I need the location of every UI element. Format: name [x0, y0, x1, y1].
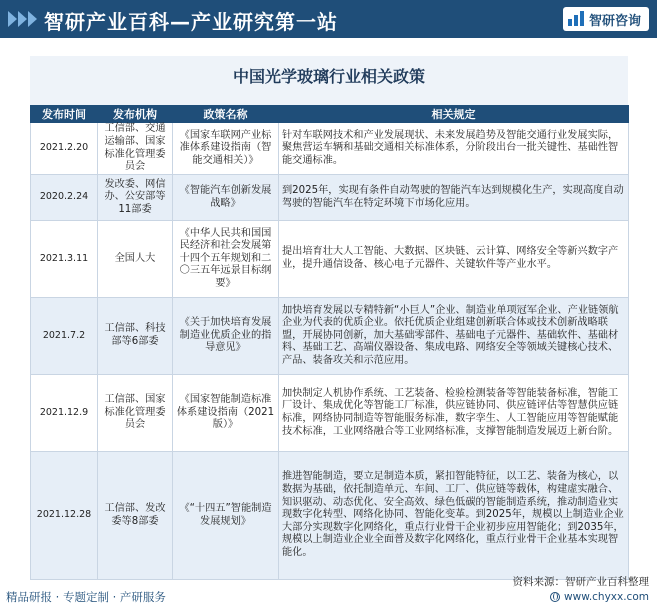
table-row [31, 375, 629, 452]
table-row [31, 123, 629, 175]
policy-panel [30, 56, 628, 579]
column-header-date: 发布时间 [31, 106, 98, 123]
brand-name: 智研咨询 [588, 13, 641, 29]
table-row [31, 221, 629, 298]
cell-rule: 针对车联网技术和产业发展现状、未来发展趋势及智能交通行业发展实际，聚焦营运车辆和基础交通相关标准体系，分阶段出台一批关键性、基础性智能交通标准。 [279, 123, 629, 175]
globe-icon [550, 592, 560, 602]
column-header-rule: 相关规定 [279, 106, 629, 123]
bar-chart-logo-icon [567, 10, 585, 28]
chevron-decor-icon [8, 11, 38, 27]
services-text: 精品研报 · 专题定制 · 产研服务 [6, 590, 166, 604]
footer-bar [0, 576, 657, 609]
cell-rule: 加快制定人机协作系统、工艺装备、检验检测装备等智能装备标准，智能工厂设计、集成优化等智能工厂标准，供应链协同、供应链评估等智慧供应链标准，网络协同制造等智能服务标准，数字孪生、人工智能应用等智能赋能技术标准，工业网络融合等工业网络标准，支撑智能制造发展迈上新台阶。 [279, 375, 629, 452]
site-url: www.chyxx.com [564, 591, 649, 603]
site-title: 智研产业百科—产业研究第一站 [44, 10, 338, 34]
brand-logo[interactable] [563, 7, 649, 31]
table-row [31, 298, 629, 375]
cell-rule: 提出培育壮大人工智能、大数据、区块链、云计算、网络安全等新兴数字产业，提升通信设备、核心电子元器件、关键软件等产业水平。 [279, 221, 629, 298]
site-link[interactable] [550, 591, 649, 603]
cell-name: 《“十四五”智能制造发展规划》 [173, 452, 279, 580]
column-header-org: 发布机构 [98, 106, 173, 123]
cell-org: 发改委、网信办、公安部等11部委 [98, 175, 173, 221]
cell-name: 《国家车联网产业标准体系建设指南（智能交通相关）》 [173, 123, 279, 175]
cell-date: 2021.3.11 [31, 221, 98, 298]
header-bar [0, 0, 657, 38]
cell-org: 工信部、国家标准化管理委员会 [98, 375, 173, 452]
cell-date: 2021.2.20 [31, 123, 98, 175]
policy-table [30, 105, 629, 580]
cell-org: 工信部、交通运输部、国家标准化管理委员会 [98, 123, 173, 175]
cell-org: 工信部、发改委等8部委 [98, 452, 173, 580]
cell-name: 《国家智能制造标准体系建设指南（2021版）》 [173, 375, 279, 452]
cell-name: 《中华人民共和国国民经济和社会发展第十四个五年规划和二〇三五年远景目标纲要》 [173, 221, 279, 298]
cell-date: 2021.12.28 [31, 452, 98, 580]
document-title: 中国光学玻璃行业相关政策 [232, 67, 425, 86]
cell-date: 2020.2.24 [31, 175, 98, 221]
table-row [31, 452, 629, 580]
cell-name: 《关于加快培育发展制造业优质企业的指导意见》 [173, 298, 279, 375]
column-header-name: 政策名称 [173, 106, 279, 123]
cell-rule: 加快培育发展以专精特新“小巨人”企业、制造业单项冠军企业、产业链领航企业为代表的优质企业。依托优质企业组建创新联合体或技术创新战略联盟，开展协同创新，加大基础零部件、基础电子元器件、基础软件、基础材料、基础工艺、高端仪器设备、集成电路、网络安全等领域关键核心技术、产品、装备攻关和示范应用。 [279, 298, 629, 375]
cell-name: 《智能汽车创新发展战略》 [173, 175, 279, 221]
table-header-row [31, 106, 629, 123]
cell-org: 全国人大 [98, 221, 173, 298]
cell-date: 2021.12.9 [31, 375, 98, 452]
cell-rule: 推进智能制造，要立足制造本质，紧扣智能特征，以工艺、装备为核心，以数据为基础，依托制造单元、车间、工厂、供应链等载体，构建虚实融合、知识驱动、动态优化、安全高效、绿色低碳的智能制造系统，推动制造业实现数字化转型、网络化协同、智能化变革。到2025年，规模以上制造业企业大部分实现数字化网络化，重点行业骨干企业初步应用智能化；到2035年，规模以上制造业企业全面普及数字化网络化，重点行业骨干企业基本实现智能化。 [279, 452, 629, 580]
source-note: 资料来源：智研产业百科整理 [512, 576, 649, 588]
cell-rule: 到2025年，实现有条件自动驾驶的智能汽车达到规模化生产，实现高度自动驾驶的智能汽车在特定环境下市场化应用。 [279, 175, 629, 221]
cell-date: 2021.7.2 [31, 298, 98, 375]
cell-org: 工信部、科技部等6部委 [98, 298, 173, 375]
table-row [31, 175, 629, 221]
